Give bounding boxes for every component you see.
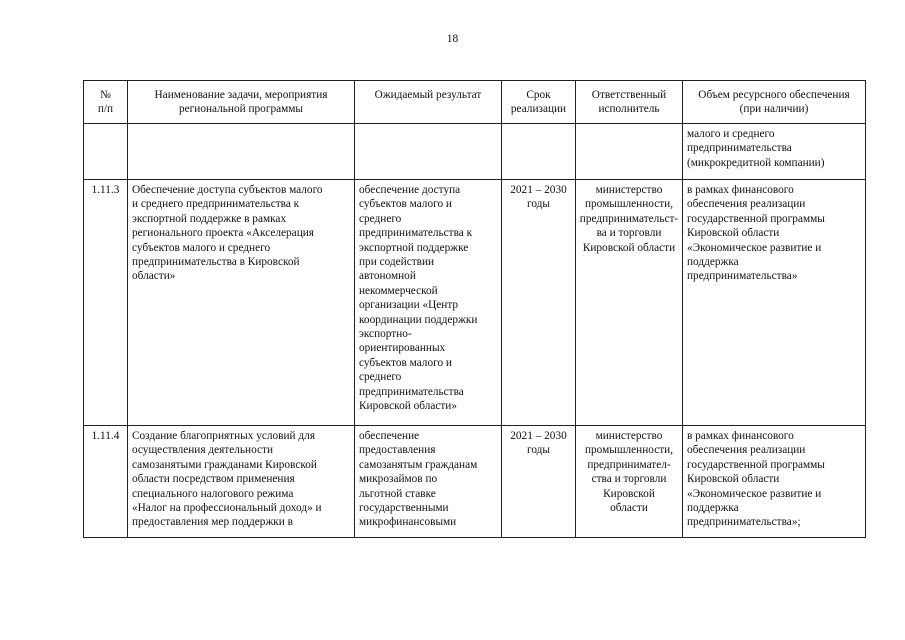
table-row bbox=[84, 426, 866, 538]
header-cell-name bbox=[128, 81, 355, 124]
cell-line: в рамках финансового bbox=[687, 430, 794, 442]
term-cell bbox=[502, 426, 576, 538]
cell-line: экспортно- bbox=[359, 328, 412, 341]
cell-line: (микрокредитной компании) bbox=[687, 156, 825, 169]
cell-line: № bbox=[100, 89, 111, 101]
cell-line: организации «Центр bbox=[359, 299, 459, 312]
cell-line: Срок bbox=[526, 89, 551, 101]
cell-line: государственной программы bbox=[687, 458, 825, 471]
cell-line: области bbox=[610, 502, 648, 515]
cell-line: среднего bbox=[359, 371, 402, 384]
row-number-cell bbox=[84, 426, 128, 538]
cell-line: экспортной поддержке в рамках bbox=[132, 212, 287, 225]
table-row bbox=[84, 180, 866, 426]
cell-line: государственной программы bbox=[687, 212, 825, 225]
cell-line: при содействии bbox=[359, 256, 435, 269]
cell-line: Объем ресурсного обеспечения bbox=[698, 89, 850, 101]
table-header-row bbox=[84, 81, 866, 124]
task-name-cell bbox=[128, 426, 355, 538]
cell-line: обеспечения реализации bbox=[687, 444, 806, 457]
expected-result-cell bbox=[355, 426, 502, 538]
cell-line: Кировской области bbox=[582, 241, 676, 254]
cell-line: 1.11.4 bbox=[91, 430, 120, 442]
cell-line: среднего bbox=[359, 212, 402, 225]
cell-line: предпринимательства bbox=[359, 385, 464, 398]
cell-line: в рамках финансового bbox=[687, 184, 794, 196]
cell-line: поддержка bbox=[687, 256, 739, 269]
cell-line: экспортной поддержке bbox=[359, 241, 469, 254]
cell-line: предоставления мер поддержки в bbox=[132, 516, 293, 529]
resources-cell bbox=[683, 180, 866, 426]
cell-line: регионального проекта «Акселерация bbox=[132, 227, 314, 240]
cell-line: и среднего предпринимательства к bbox=[132, 198, 300, 211]
cell-line: Кировской области bbox=[687, 227, 780, 240]
table-row bbox=[84, 124, 866, 180]
cell-line: «Налог на профессиональный доход» и bbox=[132, 502, 322, 515]
responsible-cell bbox=[576, 426, 683, 538]
cell-line: государственными bbox=[359, 502, 449, 515]
cell-line: исполнитель bbox=[598, 103, 660, 116]
cell-line: малого и среднего bbox=[687, 128, 775, 140]
cell-line: предпринимательства в Кировской bbox=[132, 256, 300, 269]
cell-line: Обеспечение доступа субъектов малого bbox=[132, 184, 323, 196]
cell-line: Кировской bbox=[603, 487, 655, 500]
task-name-cell bbox=[128, 124, 355, 180]
header-cell-number bbox=[84, 81, 128, 124]
cell-line: льготной ставке bbox=[359, 487, 436, 500]
row-number-cell bbox=[84, 124, 128, 180]
cell-line: некоммерческой bbox=[359, 284, 438, 297]
cell-line: годы bbox=[526, 444, 550, 457]
cell-line: обеспечение доступа bbox=[359, 184, 461, 196]
resources-cell bbox=[683, 426, 866, 538]
header-cell-term bbox=[502, 81, 576, 124]
term-cell bbox=[502, 124, 576, 180]
cell-line: региональной программы bbox=[178, 103, 304, 116]
cell-line: микрозаймов по bbox=[359, 473, 438, 486]
header-cell-result bbox=[355, 81, 502, 124]
cell-line: специального налогового режима bbox=[132, 487, 294, 500]
cell-line: субъектов малого и bbox=[359, 198, 452, 211]
cell-line: обеспечение bbox=[359, 430, 420, 442]
cell-line: Наименование задачи, мероприятия bbox=[154, 89, 328, 101]
cell-line: «Экономическое развитие и bbox=[687, 487, 822, 500]
cell-line: Кировской области» bbox=[359, 400, 458, 413]
page-number: 18 bbox=[446, 33, 459, 45]
cell-line: Ожидаемый результат bbox=[374, 89, 482, 101]
cell-line: предпринимател- bbox=[587, 458, 671, 471]
cell-line: ориентированных bbox=[359, 342, 446, 355]
cell-line: субъектов малого и среднего bbox=[132, 241, 271, 254]
term-cell bbox=[502, 180, 576, 426]
cell-line: области» bbox=[132, 270, 176, 283]
cell-line: ва и торговли bbox=[596, 227, 662, 240]
cell-line: предпринимательства к bbox=[359, 227, 473, 240]
cell-line: 1.11.3 bbox=[91, 184, 120, 196]
cell-line: годы bbox=[526, 198, 550, 211]
cell-line: министерство bbox=[595, 430, 663, 442]
cell-line: промышленности, bbox=[584, 198, 674, 211]
cell-line: автономной bbox=[359, 270, 416, 283]
cell-line: предпринимательства»; bbox=[687, 516, 801, 529]
cell-line: осуществления деятельности bbox=[132, 444, 274, 457]
cell-line: Ответственный bbox=[591, 89, 667, 101]
cell-line: ства и торговли bbox=[591, 473, 667, 486]
cell-line: 2021 – 2030 bbox=[510, 184, 567, 196]
expected-result-cell bbox=[355, 180, 502, 426]
cell-line: обеспечения реализации bbox=[687, 198, 806, 211]
responsible-cell bbox=[576, 180, 683, 426]
task-name-cell bbox=[128, 180, 355, 426]
cell-line: промышленности, bbox=[584, 444, 674, 457]
cell-line: (при наличии) bbox=[739, 103, 809, 116]
cell-line: Создание благоприятных условий для bbox=[132, 430, 316, 442]
header-cell-responsible bbox=[576, 81, 683, 124]
cell-line: предпринимательства» bbox=[687, 270, 798, 283]
cell-line: субъектов малого и bbox=[359, 356, 452, 369]
cell-line: Кировской области bbox=[687, 473, 780, 486]
cell-line: поддержка bbox=[687, 502, 739, 515]
cell-line: предоставления bbox=[359, 444, 436, 457]
cell-line: п/п bbox=[97, 103, 114, 116]
cell-line: самозанятым гражданам bbox=[359, 458, 478, 471]
cell-line: самозанятыми гражданами Кировской bbox=[132, 458, 317, 471]
responsible-cell bbox=[576, 124, 683, 180]
cell-line: реализации bbox=[510, 103, 567, 116]
cell-line: микрофинансовыми bbox=[359, 516, 457, 529]
cell-line: области посредством применения bbox=[132, 473, 295, 486]
program-table bbox=[83, 80, 866, 538]
expected-result-cell bbox=[355, 124, 502, 180]
row-number-cell bbox=[84, 180, 128, 426]
cell-line: предпринимательства bbox=[687, 142, 792, 155]
cell-line: 2021 – 2030 bbox=[510, 430, 567, 442]
cell-line: предпринимательст- bbox=[579, 212, 679, 225]
resources-cell bbox=[683, 124, 866, 180]
cell-line: координации поддержки bbox=[359, 313, 478, 326]
header-cell-resources bbox=[683, 81, 866, 124]
cell-line: министерство bbox=[595, 184, 663, 196]
cell-line: «Экономическое развитие и bbox=[687, 241, 822, 254]
